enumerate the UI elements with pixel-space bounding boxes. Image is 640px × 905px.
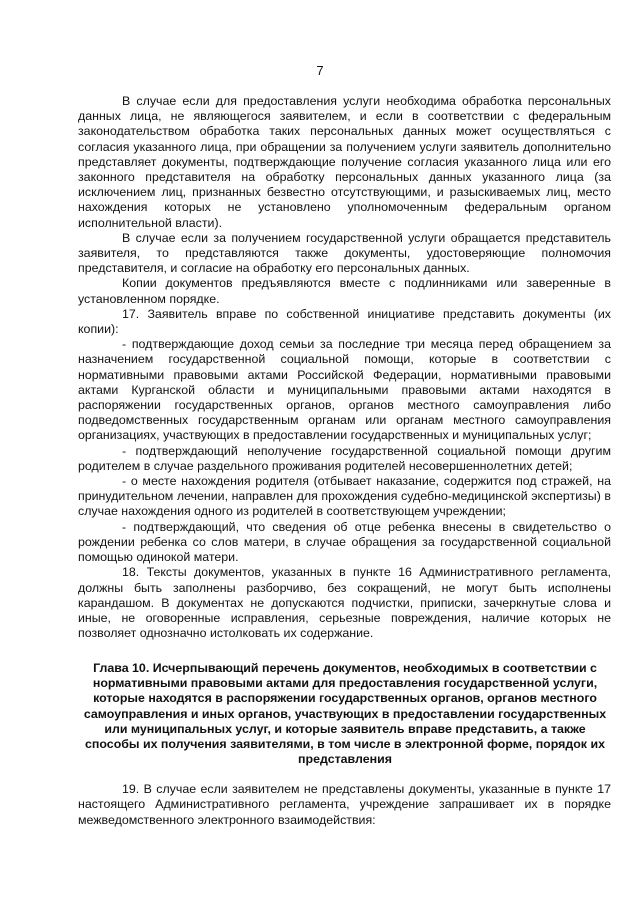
paragraph-item-17: 17. Заявитель вправе по собственной инициативе представить документы (их копии): [78, 306, 611, 337]
list-item-non-receipt: - подтверждающий неполучение государственной социальной помощи другим родителем в случае раздельного проживания родителей несовершеннолетних детей; [78, 443, 611, 473]
paragraph-personal-data-consent: В случае если для предоставления услуги необходима обработка персональных данных лица, не являющегося заявителем, и если в соответствии с федеральным законодательством обработка таких персональных данных может осуществляться с согласия указанного лица, при обращении за получением услуги заявитель дополнительно представляет документы, подтверждающие получение согласия указанного лица или его законного представителя на обработку персональных данных указанного лица (за исключением лиц, признанных безвестно отсутствующими, и разыскиваемых лиц, место нахождения которых не установлено уполномоченным федеральным органом исполнительной власти). [78, 94, 611, 230]
paragraph-item-19: 19. В случае если заявителем не представлены документы, указанные в пункте 17 настоящего Административного регламента, учреждение запрашивает их в порядке межведомственного электронного взаимодействия: [78, 782, 611, 827]
list-item-parent-location: - о месте нахождения родителя (отбывает наказание, содержится под стражей, на принудительном лечении, направлен для прохождения судебно-медицинской экспертизы) в случае нахождения одного из родителей в соответствующем учреждении; [78, 474, 611, 519]
chapter-heading: Глава 10. Исчерпывающий перечень документов, необходимых в соответствии с нормативными правовыми актами для предоставления государственной услуги, которые находятся в распоряжении государственных органов, органов местного самоуправления и иных органов, участвующих в предоставлении государственных или муниципальных услуг, и которые заявитель вправе представить, а также способы их получения заявителями, в том числе в электронной форме, порядок их представления [83, 661, 607, 767]
paragraph-item-18: 18. Тексты документов, указанных в пункте 16 Административного регламента, должны быть заполнены разборчиво, без сокращений, не могут быть исполнены карандашом. В документах не допускаются подчистки, приписки, зачеркнутые слова и иные, не оговоренные исправления, серьезные повреждения, наличие которых не позволяет однозначно истолковать их содержание. [78, 565, 611, 641]
list-item-father-info: - подтверждающий, что сведения об отце ребенка внесены в свидетельство о рождении ребенка со слов матери, в случае обращения за государственной социальной помощью одинокой матери. [78, 519, 611, 565]
paragraph-copies: Копии документов предъявляются вместе с подлинниками или заверенные в установленном порядке. [78, 276, 611, 306]
final-text [78, 782, 611, 828]
page-number: 7 [316, 63, 324, 78]
body-text [78, 94, 611, 641]
paragraph-representative: В случае если за получением государственной услуги обращается представитель заявителя, то представляются также документы, удостоверяющие полномочия представителя, и согласие на обработку его персональных данных. [78, 230, 611, 276]
list-item-income: - подтверждающие доход семьи за последние три месяца перед обращением за назначением государственной социальной помощи, которые в соответствии с нормативными правовыми актами Российской Федерации, нормативными правовыми актами Курганской области и муниципальными правовыми актами находятся в распоряжении государственных органов, органов местного самоуправления либо подведомственных государственным органам или органам местного самоуправления организациях, участвующих в предоставлении государственных и муниципальных услуг; [78, 337, 611, 443]
